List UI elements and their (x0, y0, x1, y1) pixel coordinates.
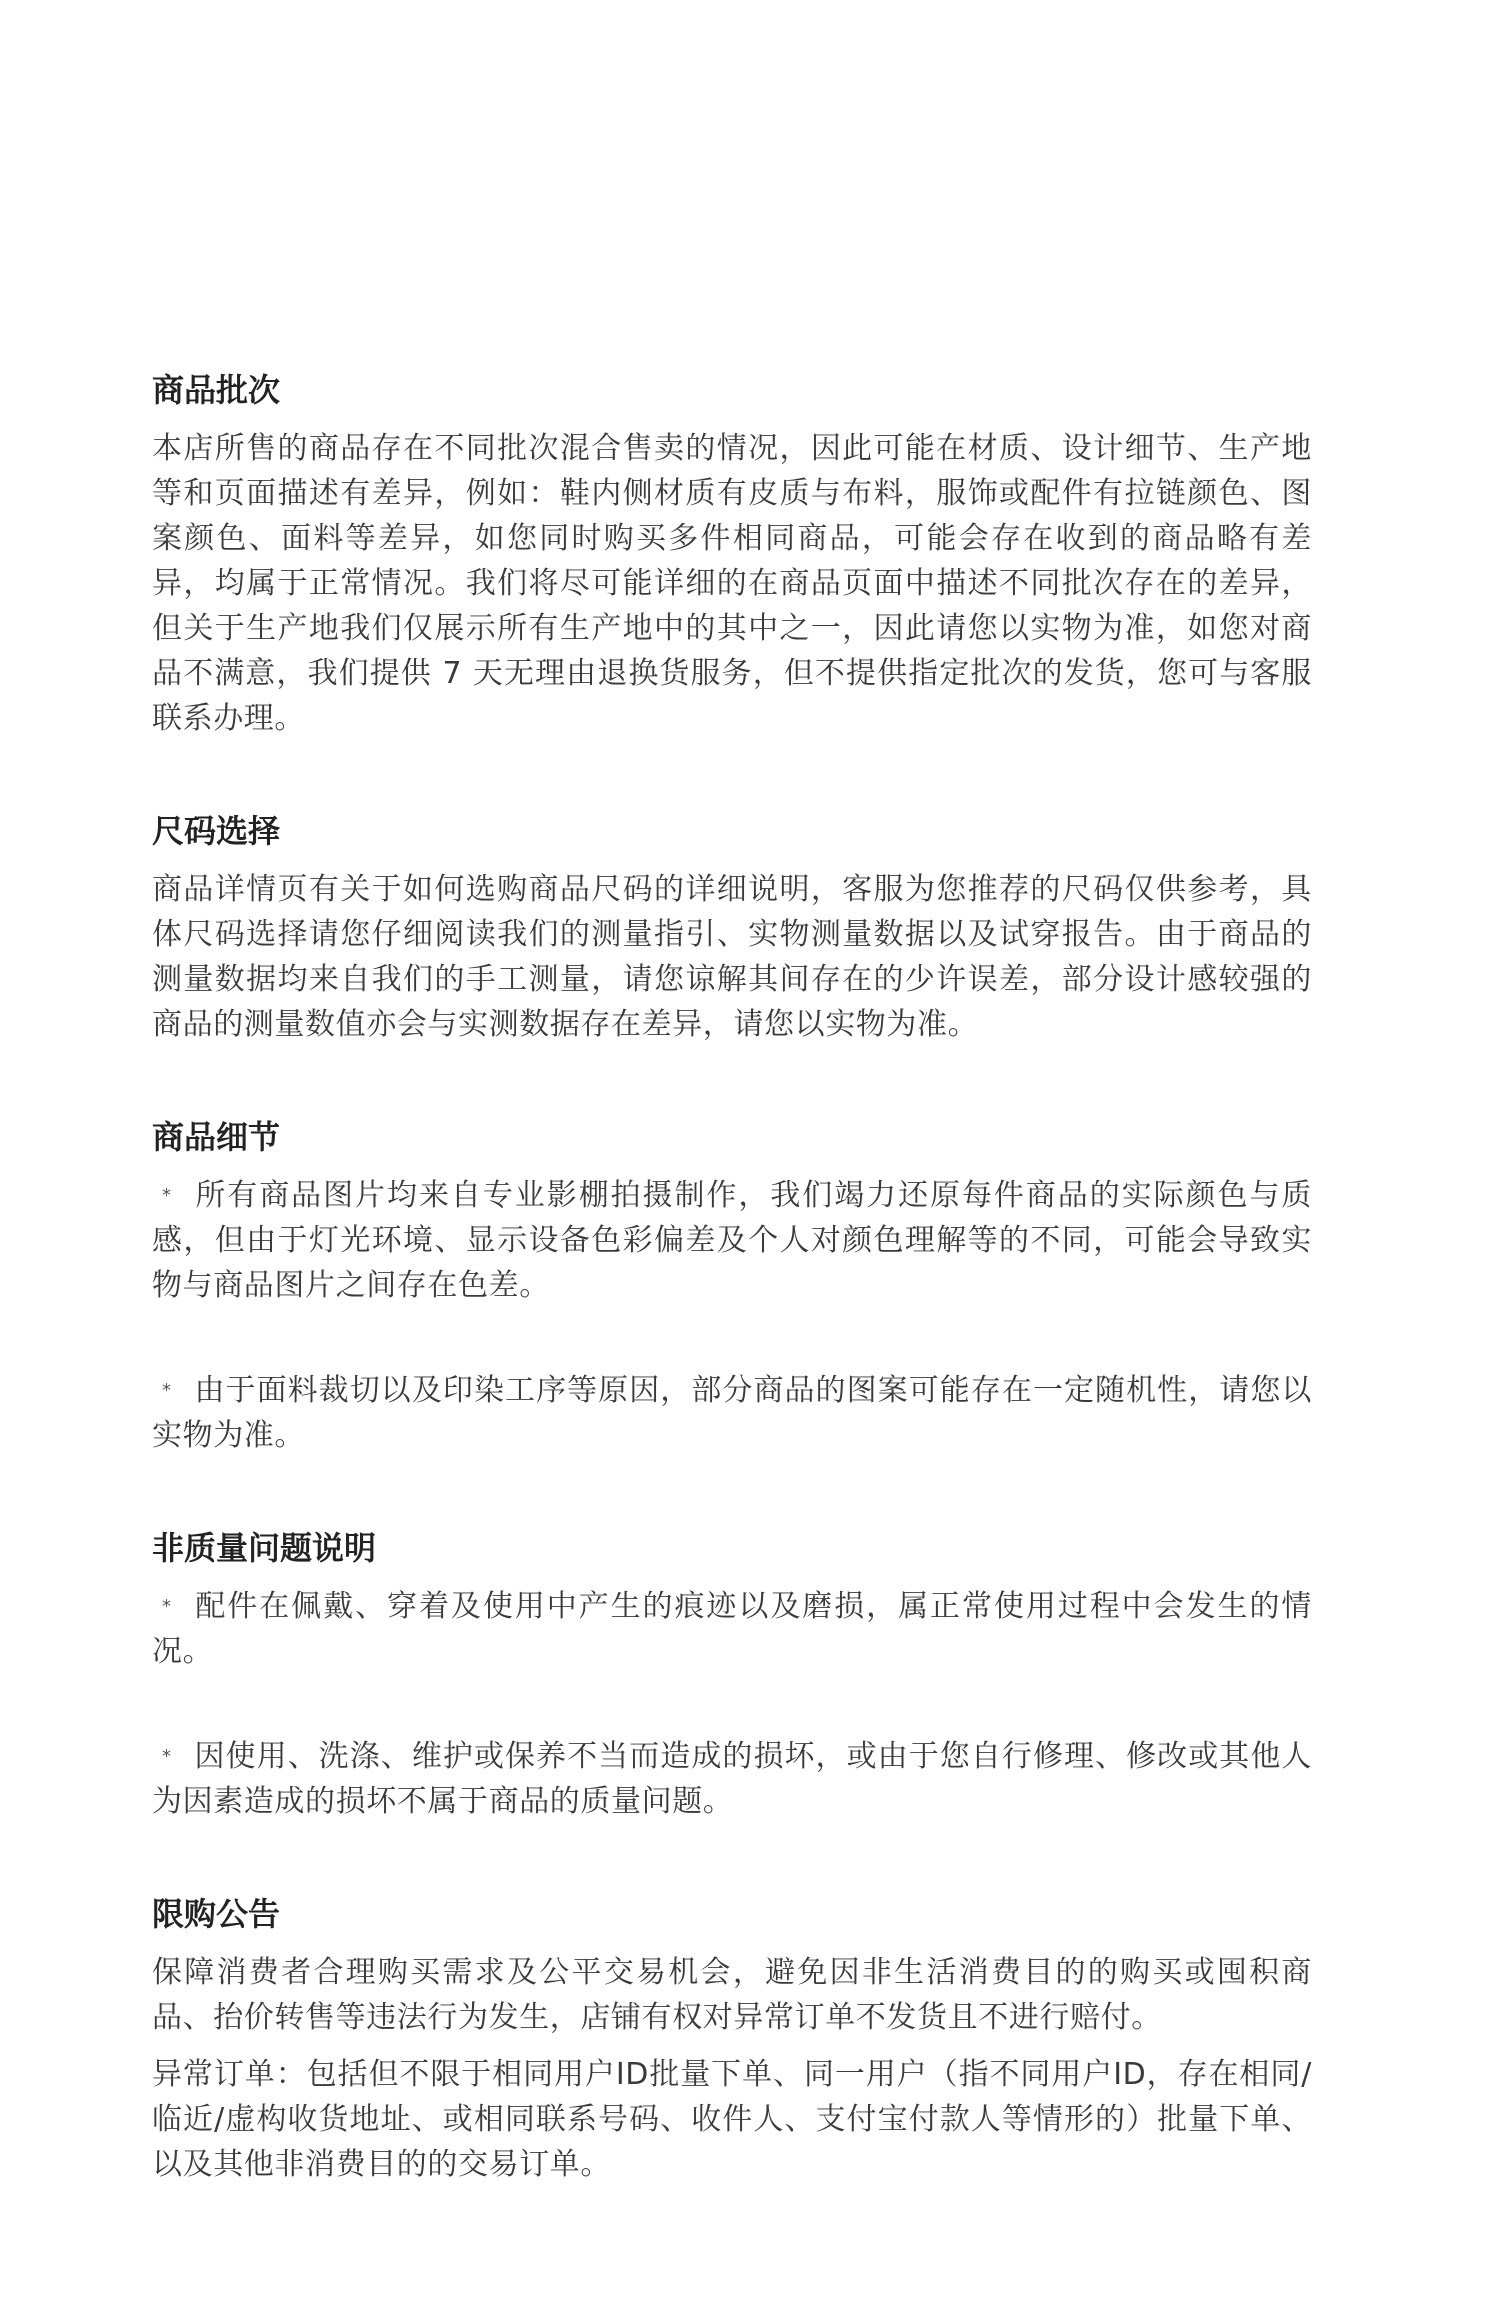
bullet-text: 因使用、洗涤、维护或保养不当而造成的损坏，或由于您自行修理、修改或其他人为因素造成的损坏不属于商品的质量问题。 (152, 1739, 1312, 1819)
star-bullet-icon: * (162, 1746, 172, 1767)
bullet-item (152, 1584, 1312, 1674)
bullet-item (152, 1734, 1312, 1824)
section-paragraph: 本店所售的商品存在不同批次混合售卖的情况，因此可能在材质、设计细节、生产地等和页面描述有差异，例如：鞋内侧材质有皮质与布料，服饰或配件有拉链颜色、图案颜色、面料等差异，如您同时购买多件相同商品，可能会存在收到的商品略有差异，均属于正常情况。我们将尽可能详细的在商品页面中描述不同批次存在的差异，但关于生产地我们仅展示所有生产地中的其中之一，因此请您以实物为准，如您对商品不满意，我们提供 7 天无理由退换货服务，但不提供指定批次的发货，您可与客服联系办理。 (152, 431, 1312, 736)
section-paragraph: 保障消费者合理购买需求及公平交易机会，避免因非生活消费目的的购买或囤积商品、抬价转售等违法行为发生，店铺有权对异常订单不发货且不进行赔付。 (152, 1955, 1312, 2035)
section-product-batch (152, 368, 1312, 741)
section-title-purchase-limit: 限购公告 (152, 1895, 281, 1933)
bullet-item (152, 1368, 1312, 1458)
section-paragraph: 异常订单：包括但不限于相同用户ID批量下单、同一用户（指不同用户ID，存在相同/临近/虚构收货地址、或相同联系号码、收件人、支付宝付款人等情形的）批量下单、以及其他非消费目的的交易订单。 (152, 2057, 1312, 2182)
section-paragraph: 商品详情页有关于如何选购商品尺码的详细说明，客服为您推荐的尺码仅供参考，具体尺码选择请您仔细阅读我们的测量指引、实物测量数据以及试穿报告。由于商品的测量数据均来自我们的手工测量，请您谅解其间存在的少许误差，部分设计感较强的商品的测量数值亦会与实测数据存在差异，请您以实物为准。 (152, 872, 1312, 1042)
section-title-product-batch: 商品批次 (152, 371, 281, 409)
star-bullet-icon: * (162, 1380, 172, 1401)
section-product-details (152, 1115, 1312, 1458)
bullet-item (152, 1173, 1312, 1308)
star-bullet-icon: * (162, 1596, 172, 1617)
section-title-product-details: 商品细节 (152, 1118, 281, 1156)
policy-content (152, 368, 1312, 2187)
bullet-text: 所有商品图片均来自专业影棚拍摄制作，我们竭力还原每件商品的实际颜色与质感，但由于灯光环境、显示设备色彩偏差及个人对颜色理解等的不同，可能会导致实物与商品图片之间存在色差。 (152, 1178, 1312, 1303)
section-title-non-quality-issues: 非质量问题说明 (152, 1529, 377, 1567)
section-non-quality-issues (152, 1526, 1312, 1824)
section-purchase-limit-notice (152, 1892, 1312, 2187)
bullet-text: 配件在佩戴、穿着及使用中产生的痕迹以及磨损，属正常使用过程中会发生的情况。 (152, 1589, 1312, 1669)
star-bullet-icon: * (162, 1185, 172, 1206)
section-size-selection (152, 809, 1312, 1047)
section-title-size-selection: 尺码选择 (152, 812, 281, 850)
bullet-text: 由于面料裁切以及印染工序等原因，部分商品的图案可能存在一定随机性，请您以实物为准。 (152, 1373, 1312, 1453)
